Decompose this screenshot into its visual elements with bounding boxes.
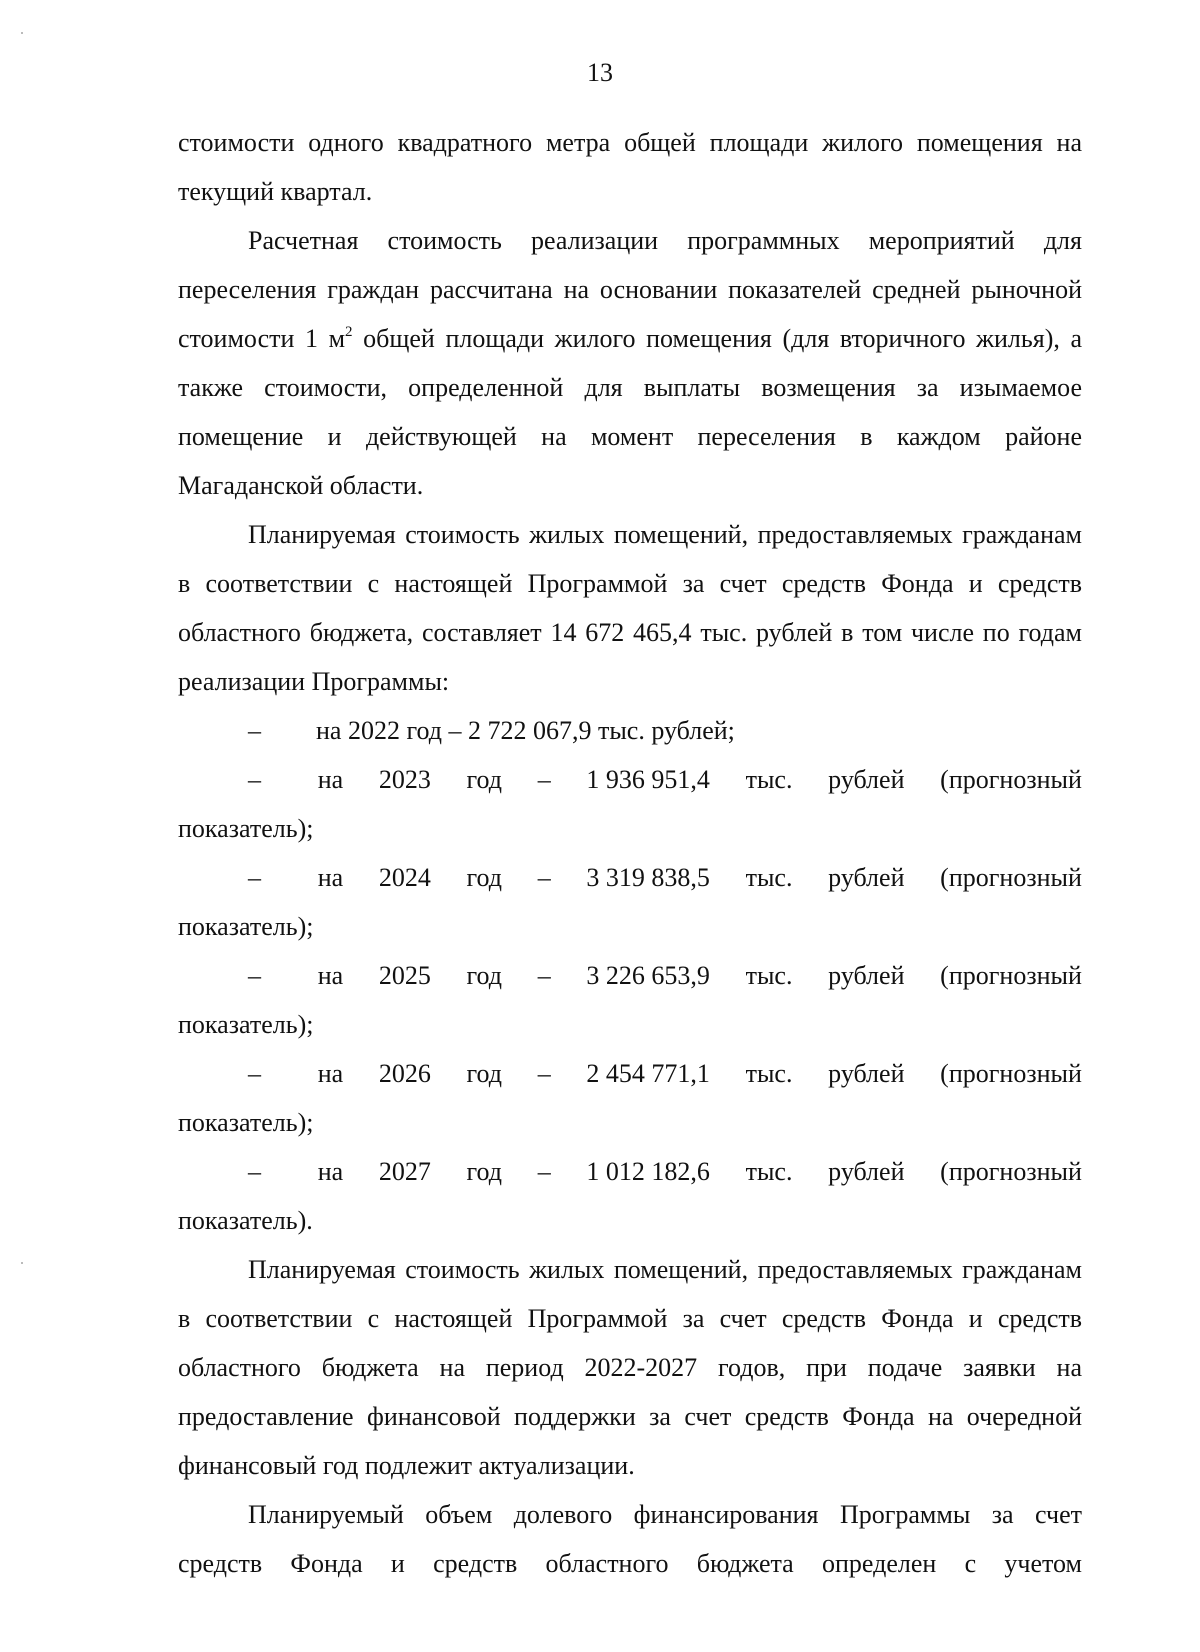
paragraph-text: общей площади жилого помещения (для вторичного жилья), а также стоимости, определенной для выплаты возмещения за изымаемое помещение и действующей на момент переселения в каждом районе Магаданской области. — [178, 324, 1083, 500]
year-item-currency: рублей — [828, 1059, 905, 1088]
list-dash: – — [248, 1059, 261, 1088]
year-item-amount: 3 319 838,5 — [586, 863, 710, 892]
year-item-word: год — [466, 863, 503, 892]
list-dash: – — [248, 863, 261, 892]
year-item-continuation: показатель). — [178, 1206, 313, 1235]
year-item-unit: тыс. — [745, 765, 793, 794]
scan-mark — [21, 1262, 23, 1264]
list-dash: – — [248, 961, 261, 990]
year-item-word: год — [466, 1157, 503, 1186]
year-item-separator: – — [537, 863, 551, 892]
year-item-2027 — [178, 1147, 1082, 1245]
year-item-word: год — [466, 1059, 503, 1088]
year-item-year: 2025 — [378, 961, 431, 990]
document-body — [178, 118, 1082, 1588]
year-item-year: 2024 — [378, 863, 431, 892]
superscript: 2 — [345, 324, 353, 340]
year-item-word: год — [466, 961, 503, 990]
paragraph-cost-calculation — [178, 216, 1082, 510]
year-item-currency: рублей — [828, 765, 905, 794]
paragraph-cofinancing: Планируемый объем долевого финансирования Программы за счет средств Фонда и средств областного бюджета определен с учетом — [178, 1500, 1082, 1578]
year-item-2026 — [178, 1049, 1082, 1147]
year-item-note: (прогнозный — [940, 863, 1082, 892]
year-item-2024 — [178, 853, 1082, 951]
year-item-word: на — [317, 765, 344, 794]
year-item-unit: тыс. — [745, 961, 793, 990]
paragraph-text: Расчетная стоимость реализации программных мероприятий для переселения граждан рассчитана на основании показателей средней рыночной стоимости 1 м — [178, 226, 1082, 353]
year-item-amount: 1 012 182,6 — [586, 1157, 710, 1186]
year-item-2023 — [178, 755, 1082, 853]
scan-mark — [21, 32, 23, 34]
page-number: 13 — [587, 58, 613, 87]
year-item-currency: рублей — [828, 1157, 905, 1186]
year-item-continuation: показатель); — [178, 1010, 314, 1039]
year-item-text: на 2022 год – 2 722 067,9 тыс. рублей; — [316, 716, 735, 745]
list-dash: – — [248, 765, 261, 794]
year-item-continuation: показатель); — [178, 912, 314, 941]
paragraph-actualization: Планируемая стоимость жилых помещений, предоставляемых гражданам в соответствии с настоящей Программой за счет средств Фонда и средств областного бюджета на период 2022-2027 годов, при подаче заявки на предоставление финансовой поддержки за счет средств Фонда на очередной финансовый год подлежит актуализации. — [178, 1255, 1082, 1480]
year-item-word: год — [466, 765, 503, 794]
year-item-word: на — [317, 1059, 344, 1088]
year-item-word: на — [317, 1157, 344, 1186]
paragraph-planned-cost: Планируемая стоимость жилых помещений, предоставляемых гражданам в соответствии с настоящей Программой за счет средств Фонда и средств областного бюджета, составляет 14 672 465,4 тыс. рублей в том числе по годам реализации Программы: — [178, 520, 1082, 696]
year-item-currency: рублей — [828, 863, 905, 892]
year-item-word: на — [317, 961, 344, 990]
year-item-amount: 3 226 653,9 — [586, 961, 710, 990]
year-item-unit: тыс. — [745, 1059, 793, 1088]
list-dash: – — [248, 1157, 261, 1186]
list-dash: – — [248, 716, 261, 745]
year-item-note: (прогнозный — [940, 961, 1082, 990]
year-item-unit: тыс. — [745, 863, 793, 892]
year-item-continuation: показатель); — [178, 814, 314, 843]
year-item-continuation: показатель); — [178, 1108, 314, 1137]
year-item-separator: – — [537, 1059, 551, 1088]
year-item-2022 — [178, 706, 1082, 755]
year-item-amount: 2 454 771,1 — [586, 1059, 710, 1088]
year-item-note: (прогнозный — [940, 1157, 1082, 1186]
year-item-2025 — [178, 951, 1082, 1049]
year-item-note: (прогнозный — [940, 1059, 1082, 1088]
year-item-note: (прогнозный — [940, 765, 1082, 794]
year-item-unit: тыс. — [745, 1157, 793, 1186]
year-item-separator: – — [537, 961, 551, 990]
year-item-year: 2023 — [378, 765, 431, 794]
year-item-separator: – — [537, 1157, 551, 1186]
year-item-word: на — [317, 863, 344, 892]
year-item-currency: рублей — [828, 961, 905, 990]
paragraph-continuation: стоимости одного квадратного метра общей площади жилого помещения на текущий квартал. — [178, 128, 1082, 206]
year-item-separator: – — [537, 765, 551, 794]
year-item-amount: 1 936 951,4 — [586, 765, 710, 794]
year-item-year: 2026 — [378, 1059, 431, 1088]
year-item-year: 2027 — [378, 1157, 431, 1186]
